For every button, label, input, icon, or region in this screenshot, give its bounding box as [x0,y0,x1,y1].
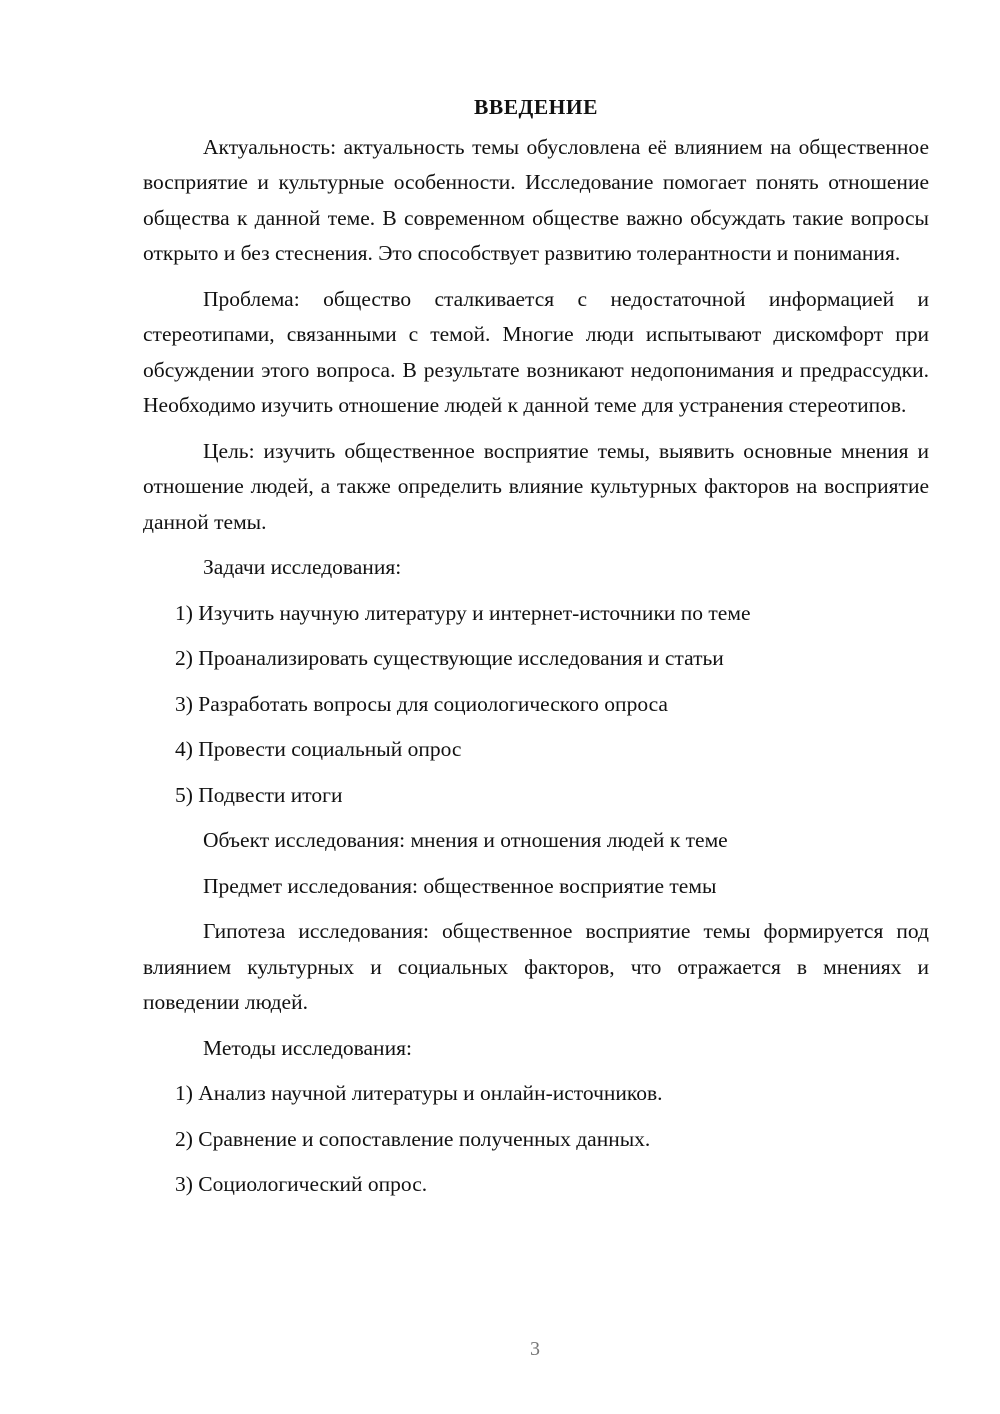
problem-paragraph: Проблема: общество сталкивается с недостаточной информацией и стереотипами, связанными с темой. Многие люди испытывают дискомфорт при обсуждении этого вопроса. В результате возникают недопонимания и предрассудки. Необходимо изучить отношение людей к данной теме для устранения стереотипов. [143,286,929,417]
methods-heading: Методы исследования: [203,1035,412,1060]
task-item: 4) Провести социальный опрос [175,737,462,761]
subject-paragraph: Предмет исследования: общественное восприятие темы [203,873,717,898]
section-title: ВВЕДЕНИЕ [474,95,598,119]
tasks-heading: Задачи исследования: [203,555,402,579]
task-item: 3) Разработать вопросы для социологического опроса [175,691,668,716]
task-item: 1) Изучить научную литературу и интернет-источники по теме [175,600,751,625]
goal-paragraph: Цель: изучить общественное восприятие темы, выявить основные мнения и отношение людей, а также определить влияние культурных факторов на восприятие данной темы. [143,438,929,534]
hypothesis-paragraph: Гипотеза исследования: общественное восприятие темы формируется под влиянием культурных и социальных факторов, что отражается в мнениях и поведении людей. [143,919,929,1014]
task-item: 2) Проанализировать существующие исследования и статьи [175,646,724,670]
methods-list [143,1076,929,1203]
object-paragraph: Объект исследования: мнения и отношения людей к теме [203,828,728,852]
method-item: 1) Анализ научной литературы и онлайн-источников. [175,1081,663,1105]
method-item: 2) Сравнение и сопоставление полученных данных. [175,1126,651,1151]
page-content [143,90,929,1213]
tasks-list [143,596,929,814]
task-item: 5) Подвести итоги [175,782,343,807]
page-number: 3 [530,1338,540,1360]
method-item: 3) Социологический опрос. [175,1172,428,1196]
relevance-paragraph: Актуальность: актуальность темы обусловлена её влиянием на общественное восприятие и культурные особенности. Исследование помогает понять отношение общества к данной теме. В современном обществе важно обсуждать такие вопросы открыто и без стеснения. Это способствует развитию толерантности и понимания. [143,134,929,265]
